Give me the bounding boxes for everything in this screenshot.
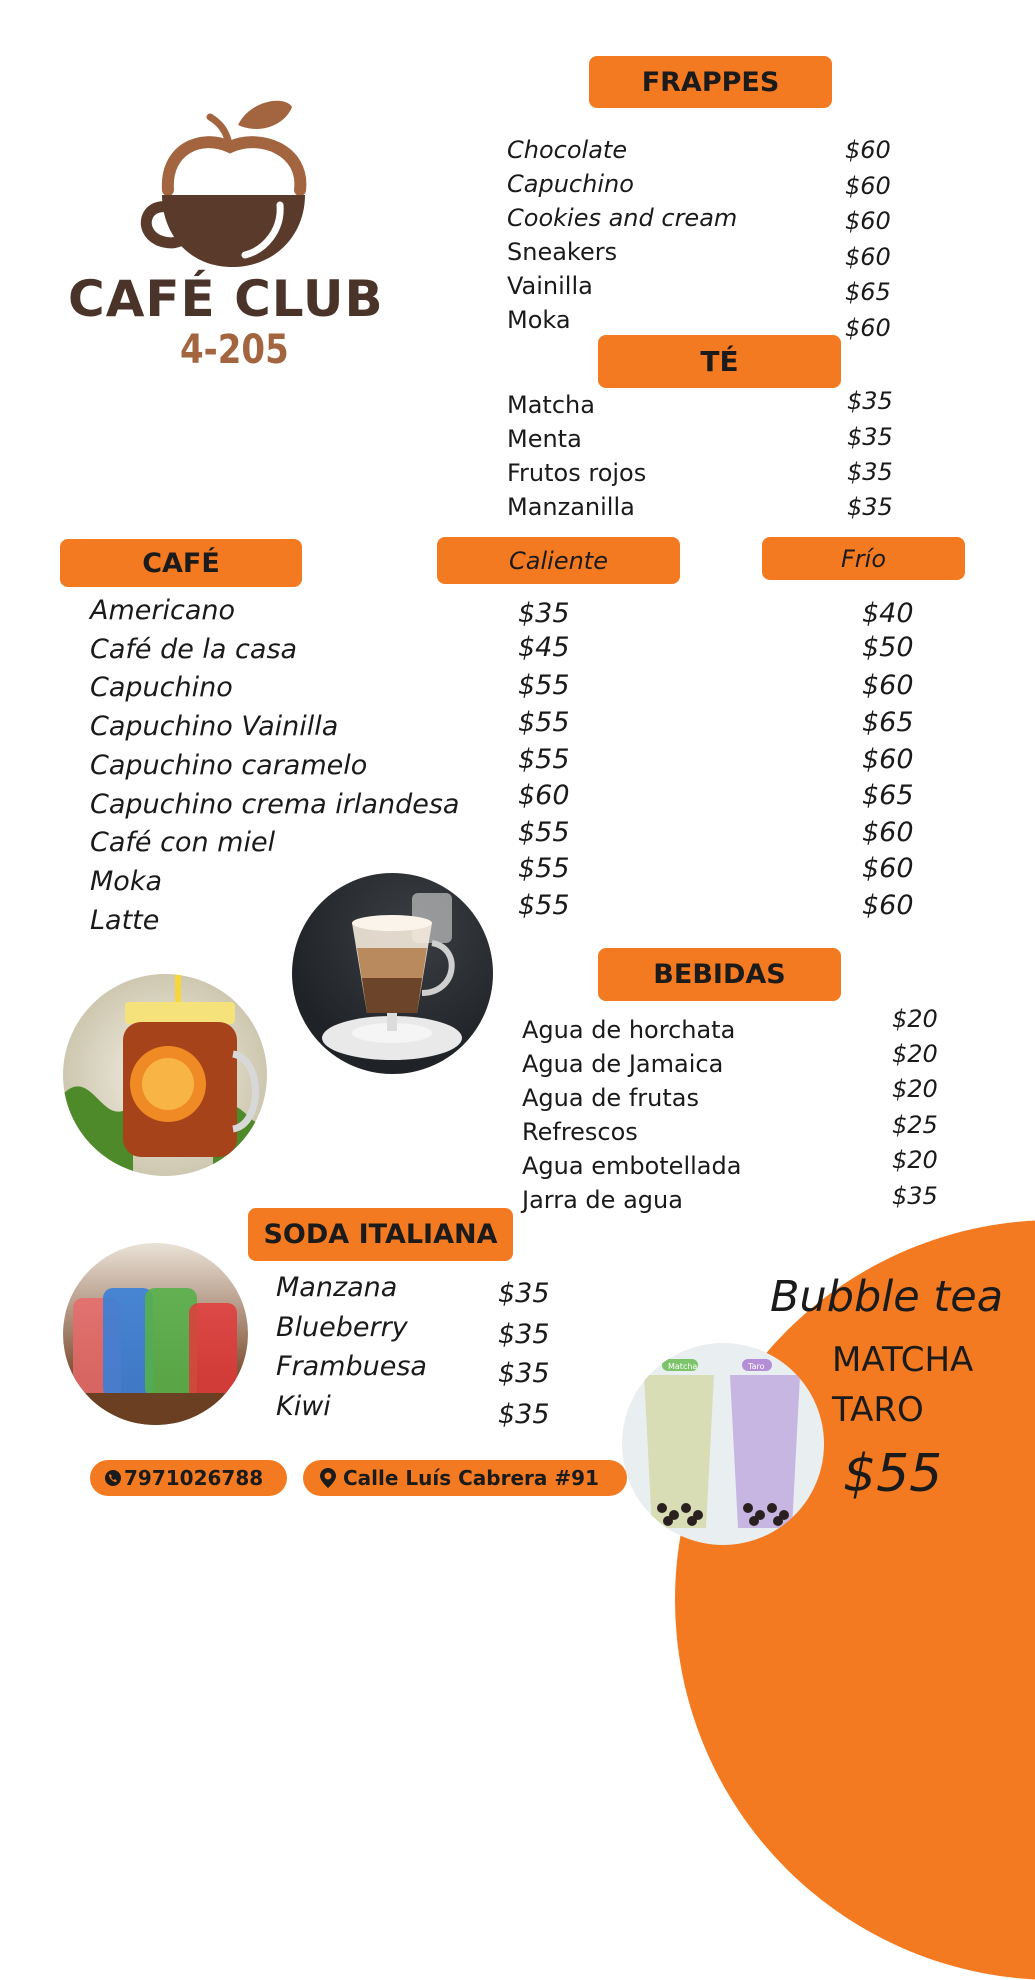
te-item-price: $35	[847, 458, 893, 486]
cup-label-taro: Taro	[748, 1362, 765, 1371]
bebidas-item-name: Jarra de agua	[522, 1186, 683, 1214]
frappes-header: FRAPPES	[589, 56, 832, 108]
soda-header: SODA ITALIANA	[248, 1208, 513, 1261]
cafe-item-hot: $55	[518, 707, 570, 739]
te-header: TÉ	[598, 335, 841, 388]
bebidas-item-name: Agua de frutas	[522, 1084, 699, 1112]
brand-name: CAFÉ CLUB	[68, 270, 384, 328]
cafe-caliente-header: Caliente	[437, 537, 680, 584]
soda-item-name: Manzana	[276, 1272, 398, 1303]
cafe-item-hot: $55	[518, 889, 570, 921]
bebidas-item-price: $20	[892, 1075, 938, 1103]
bebidas-item-price: $35	[892, 1182, 938, 1210]
bebidas-item-name: Agua de Jamaica	[522, 1050, 724, 1078]
te-item-price: $35	[847, 387, 893, 415]
soda-item-price: $35	[498, 1278, 550, 1309]
soda-item-price: $35	[498, 1318, 550, 1350]
cafe-item-cold: $65	[862, 707, 914, 739]
frappes-item-name: Moka	[507, 306, 571, 334]
frappes-item-price: $60	[845, 207, 891, 235]
coffee-cup-icon	[60, 95, 405, 285]
frappes-item-name: Cookies and cream	[507, 204, 738, 232]
cafe-item-hot: $55	[518, 670, 570, 702]
bubble-tea-background	[675, 1220, 1035, 1980]
te-item-name: Manzanilla	[507, 493, 635, 521]
cafe-item-cold: $60	[862, 817, 914, 849]
bubble-tea-photo	[622, 1343, 824, 1545]
cafe-header: CAFÉ	[60, 539, 302, 587]
frappes-item-price: $65	[845, 278, 891, 306]
cafe-item-cold: $50	[862, 631, 914, 663]
cafe-item-name: Capuchino Vainilla	[90, 711, 339, 743]
bebidas-item-name: Refrescos	[522, 1118, 638, 1146]
frappes-item-price: $60	[845, 313, 891, 342]
cafe-item-name: Café con miel	[90, 827, 276, 859]
bubble-tea-flavor-matcha: MATCHA	[832, 1340, 974, 1380]
cafe-item-cold: $40	[862, 598, 914, 629]
phone-number: 7971026788	[124, 1466, 264, 1490]
frappes-item-price: $60	[845, 242, 891, 271]
frappes-item-name: Vainilla	[507, 272, 593, 300]
bubble-tea-title: Bubble tea	[770, 1272, 1004, 1322]
brand-number: 4-205	[180, 327, 289, 373]
te-item-name: Frutos rojos	[507, 459, 647, 487]
cafe-item-name: Moka	[90, 865, 162, 897]
bebidas-item-price: $20	[892, 1146, 938, 1174]
bebidas-item-price: $25	[892, 1111, 938, 1139]
cafe-frio-header: Frío	[762, 537, 965, 580]
cafe-item-name: Latte	[90, 904, 160, 936]
latte-photo	[292, 873, 493, 1074]
te-item-price: $35	[847, 493, 893, 521]
cafe-item-hot: $55	[518, 852, 570, 884]
cafe-item-cold: $60	[862, 852, 914, 884]
frappes-item-name: Sneakers	[507, 238, 618, 266]
brand-logo	[60, 95, 405, 385]
cafe-item-hot: $55	[518, 817, 570, 849]
bubble-tea-price: $55	[843, 1444, 943, 1504]
cafe-item-cold: $65	[862, 779, 914, 811]
te-item-name: Matcha	[507, 391, 595, 419]
soda-photo	[63, 1243, 248, 1425]
location-pin-icon	[319, 1467, 337, 1489]
bebidas-item-price: $20	[892, 1005, 938, 1033]
bebidas-item-name: Agua embotellada	[522, 1152, 742, 1180]
cafe-item-name: Capuchino crema irlandesa	[90, 788, 460, 820]
bebidas-header: BEBIDAS	[598, 948, 841, 1001]
soda-item-price: $35	[498, 1398, 550, 1430]
bebidas-item-name: Agua de horchata	[522, 1016, 736, 1044]
cafe-item-cold: $60	[862, 670, 914, 702]
frappes-item-name: Chocolate	[507, 136, 628, 164]
cafe-item-hot: $35	[518, 598, 570, 629]
phone-pill[interactable]	[90, 1460, 287, 1496]
bebidas-item-price: $20	[892, 1040, 938, 1068]
cup-label-matcha: Matcha	[668, 1362, 698, 1371]
cafe-item-name: Americano	[90, 595, 236, 626]
te-item-price: $35	[847, 423, 893, 451]
cafe-item-hot: $45	[518, 631, 570, 663]
iced-tea-photo	[63, 974, 267, 1176]
cafe-item-cold: $60	[862, 889, 914, 921]
address-pill[interactable]	[303, 1460, 627, 1496]
cafe-item-hot: $60	[518, 779, 570, 811]
frappes-item-price: $60	[845, 136, 891, 164]
te-item-name: Menta	[507, 425, 582, 453]
cafe-item-name: Café de la casa	[90, 633, 298, 665]
frappes-item-name: Capuchino	[507, 170, 634, 198]
cafe-item-cold: $60	[862, 743, 914, 775]
cafe-item-hot: $55	[518, 743, 570, 775]
soda-item-price: $35	[498, 1358, 550, 1389]
cafe-item-name: Capuchino caramelo	[90, 749, 368, 781]
soda-item-name: Kiwi	[276, 1390, 331, 1422]
frappes-item-price: $60	[845, 171, 891, 200]
bubble-tea-flavor-taro: TARO	[832, 1390, 924, 1430]
address-text: Calle Luís Cabrera #91	[343, 1466, 599, 1490]
cafe-item-name: Capuchino	[90, 672, 233, 704]
soda-item-name: Blueberry	[276, 1311, 408, 1343]
soda-item-name: Frambuesa	[276, 1351, 427, 1382]
phone-icon	[104, 1469, 122, 1487]
